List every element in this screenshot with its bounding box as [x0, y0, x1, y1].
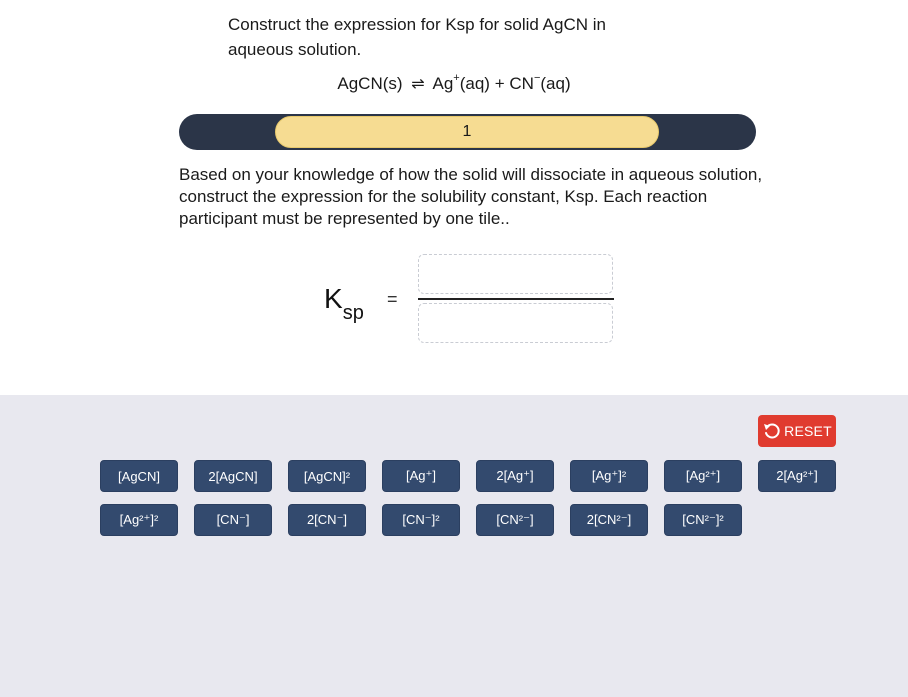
tile-cn-2minus[interactable]: [CN²⁻]	[476, 504, 554, 536]
equals-sign: =	[387, 289, 398, 309]
tile-agcn-squared[interactable]: [AgCN]²	[288, 460, 366, 492]
tile-agcn[interactable]: [AgCN]	[100, 460, 178, 492]
tile-cn-minus[interactable]: [CN⁻]	[194, 504, 272, 536]
tile-ag-2plus[interactable]: [Ag²⁺]	[664, 460, 742, 492]
instructions-text: Based on your knowledge of how the solid will dissociate in aqueous solution, construct the expression for the solubility constant, Ksp. Each reaction participant must be represented by one tile..	[179, 165, 763, 228]
tile-ag-2plus-squared[interactable]: [Ag²⁺]²	[100, 504, 178, 536]
numerator-drop-zone[interactable]	[418, 254, 613, 294]
fraction-bar	[418, 298, 614, 300]
tile-cn-minus-squared[interactable]: [CN⁻]²	[382, 504, 460, 536]
undo-arrow-icon	[762, 421, 782, 441]
equation-reactant: AgCN(s)	[337, 74, 403, 93]
equation-product-cn: CN−(aq)	[509, 72, 571, 93]
tile-2-cn-2minus[interactable]: 2[CN²⁻]	[570, 504, 648, 536]
tile-ag-plus-squared[interactable]: [Ag⁺]²	[570, 460, 648, 492]
tile-2-ag-2plus[interactable]: 2[Ag²⁺]	[758, 460, 836, 492]
question-prompt: Construct the expression for Ksp for solid AgCN in aqueous solution.	[228, 15, 606, 59]
dissociation-equation	[0, 73, 908, 96]
reset-button[interactable]	[758, 415, 836, 447]
tile-ag-plus[interactable]: [Ag⁺]	[382, 460, 460, 492]
progress-step-indicator: 1	[275, 116, 659, 148]
tile-2-agcn[interactable]: 2[AgCN]	[194, 460, 272, 492]
reset-label: RESET	[784, 423, 832, 439]
equation-plus: +	[494, 74, 505, 93]
tile-cn-2minus-squared[interactable]: [CN²⁻]²	[664, 504, 742, 536]
tile-2-cn-minus[interactable]: 2[CN⁻]	[288, 504, 366, 536]
equation-product-ag: Ag+(aq)	[432, 72, 490, 93]
equilibrium-arrow: ⇌	[411, 76, 425, 93]
tile-2-ag-plus[interactable]: 2[Ag⁺]	[476, 460, 554, 492]
ksp-label: $K_{sp}$	[324, 283, 364, 324]
denominator-drop-zone[interactable]	[418, 303, 613, 343]
